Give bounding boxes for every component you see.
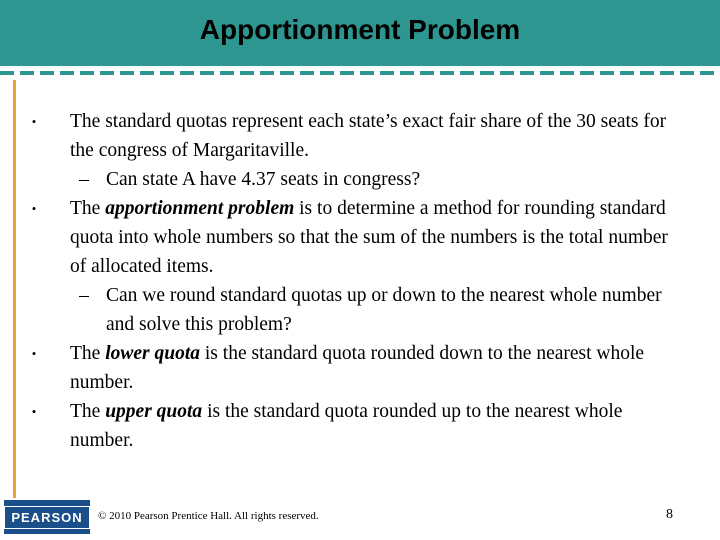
sub-bullet-rounding bbox=[28, 281, 688, 339]
bullet-text-post: is the standard quota rounded down to the nearest whole number. bbox=[70, 343, 645, 393]
bullet-text-pre: The bbox=[70, 401, 106, 422]
bullet-icon: • bbox=[31, 404, 37, 419]
bullet-text: The standard quotas represent each state’s exact fair share of the 30 seats for the congress of Margaritaville. bbox=[70, 111, 667, 161]
bullet-text-pre: The bbox=[70, 343, 106, 364]
bullet-text-post: is the standard quota rounded up to the nearest whole number. bbox=[70, 401, 623, 451]
page-number: 8 bbox=[666, 507, 673, 522]
dash-icon: – bbox=[79, 169, 89, 190]
logo-text: PEARSON bbox=[4, 506, 89, 529]
sub-bullet-text: Can state A have 4.37 seats in congress? bbox=[106, 169, 421, 190]
pearson-logo bbox=[4, 500, 90, 534]
bullet-standard-quotas bbox=[28, 107, 688, 165]
bullet-icon: • bbox=[31, 114, 37, 129]
slide-body bbox=[28, 107, 688, 455]
term-apportionment-problem: apportionment problem bbox=[105, 198, 295, 219]
left-accent-rule bbox=[13, 80, 16, 498]
term-lower-quota: lower quota bbox=[105, 343, 201, 364]
term-upper-quota: upper quota bbox=[105, 401, 203, 422]
bullet-apportionment-problem bbox=[28, 194, 688, 281]
copyright-notice: © 2010 Pearson Prentice Hall. All rights reserved. bbox=[98, 510, 319, 522]
dash-icon: – bbox=[79, 285, 89, 306]
bullet-upper-quota bbox=[28, 397, 688, 455]
bullet-text-pre: The bbox=[70, 198, 106, 219]
bullet-icon: • bbox=[31, 201, 37, 216]
dashed-divider bbox=[0, 71, 720, 75]
bullet-lower-quota bbox=[28, 339, 688, 397]
bullet-text-post: is to determine a method for rounding standard quota into whole numbers so that the sum of the numbers is the total number of allocated items. bbox=[70, 198, 668, 277]
sub-bullet-fraction-seats bbox=[28, 165, 688, 194]
slide-title: Apportionment Problem bbox=[199, 14, 521, 45]
sub-bullet-text: Can we round standard quotas up or down to the nearest whole number and solve this problem? bbox=[106, 285, 662, 335]
bullet-icon: • bbox=[31, 346, 37, 361]
